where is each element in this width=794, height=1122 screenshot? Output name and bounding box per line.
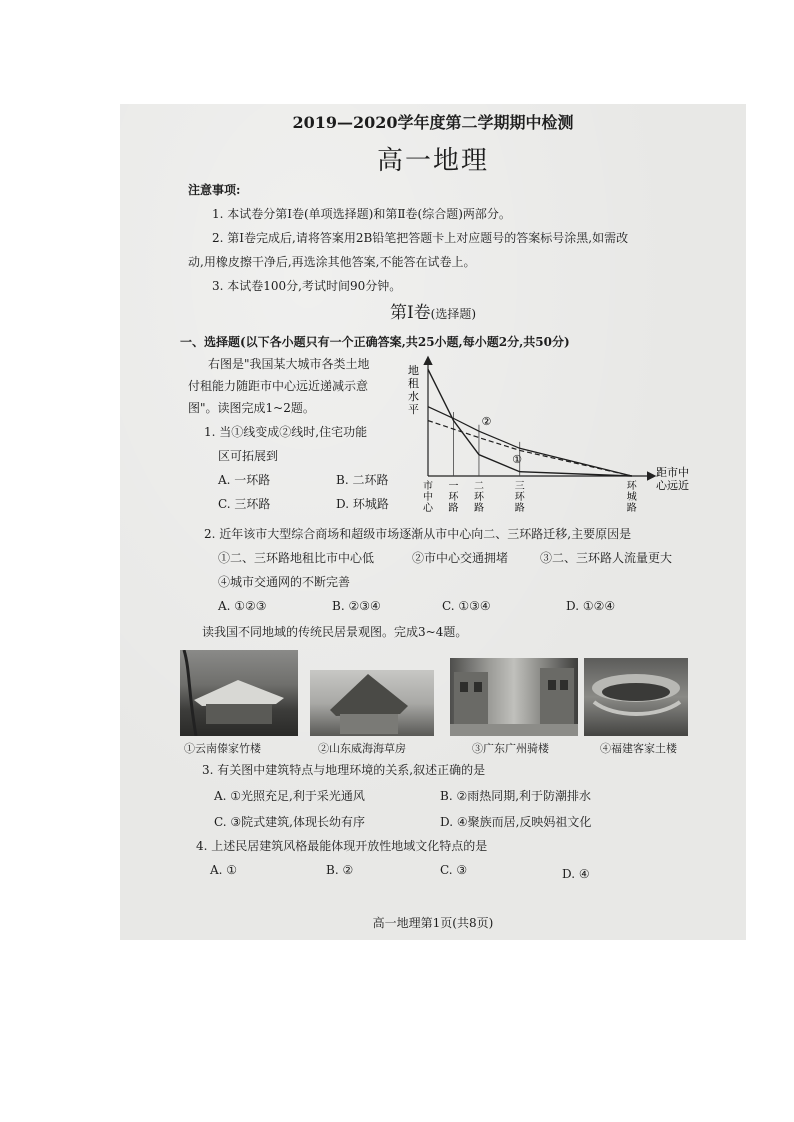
series-line-1 (428, 369, 632, 476)
series-label: ② (481, 414, 492, 428)
q2-reason-3: ③二、三环路人流量更大 (540, 551, 673, 565)
y-label-char: 租 (408, 377, 419, 390)
x-tick-label (474, 481, 485, 514)
q2-option-b: B. ②③④ (332, 599, 381, 613)
land-rent-chart (404, 352, 700, 520)
note-3: 3. 本试卷100分,考试时间90分钟。 (212, 279, 402, 293)
svg-text:中: 中 (423, 492, 433, 503)
series-line-2 (428, 407, 632, 476)
series-line-3 (428, 421, 632, 476)
photo-arcade-building (450, 658, 578, 736)
x-tick-label (448, 481, 459, 514)
y-label-char: 地 (408, 364, 419, 377)
svg-text:环: 环 (626, 481, 637, 492)
photo-dai-bamboo-house (180, 650, 298, 736)
svg-text:市: 市 (423, 481, 433, 492)
intro12-line2: 付租能力随距市中心远近递减示意 (188, 379, 369, 393)
exam-page (120, 104, 746, 940)
q3-option-a: A. ①光照充足,利于采光通风 (214, 789, 365, 803)
svg-text:三: 三 (514, 481, 525, 492)
q1-stem-1: 1. 当①线变成②线时,住宅功能 (204, 425, 368, 439)
exam-title: 2019—2020学年度第二学期期中检测 (292, 113, 574, 132)
q2-reason-1: ①二、三环路地租比市中心低 (218, 551, 375, 565)
note-2-cont: 动,用橡皮擦干净后,再选涂其他答案,不能答在试卷上。 (188, 255, 476, 269)
photo-earth-building (584, 658, 688, 736)
svg-text:城: 城 (626, 492, 637, 503)
svg-text:环: 环 (514, 492, 525, 503)
svg-text:路: 路 (473, 503, 484, 514)
x-axis-label: 距市中 (656, 466, 689, 479)
caption-4: ④福建客家土楼 (600, 742, 677, 755)
q3-option-c: C. ③院式建筑,体现长幼有序 (214, 815, 365, 829)
note-1: 1. 本试卷分第Ⅰ卷(单项选择题)和第Ⅱ卷(综合题)两部分。 (212, 207, 511, 221)
svg-text:路: 路 (514, 503, 525, 514)
section-name: 第Ⅰ卷 (389, 303, 431, 323)
note-2: 2. 第Ⅰ卷完成后,请将答案用2B铅笔把答题卡上对应题号的答案标号涂黑,如需改 (212, 231, 629, 245)
q4-option-c: C. ③ (440, 863, 468, 877)
y-label-char: 水 (408, 390, 419, 403)
svg-text:环: 环 (473, 492, 484, 503)
q2-reason-4: ④城市交通网的不断完善 (218, 575, 351, 589)
q3-stem: 3. 有关图中建筑特点与地理环境的关系,叙述正确的是 (202, 763, 486, 777)
q1-option-d: D. 环城路 (336, 497, 389, 511)
y-label-char: 平 (408, 403, 419, 416)
q4-stem: 4. 上述民居建筑风格最能体现开放性地域文化特点的是 (196, 839, 488, 853)
page-footer: 高一地理第1页(共8页) (372, 916, 494, 930)
q2-reason-2: ②市中心交通拥堵 (412, 551, 509, 565)
photo-seaweed-house (310, 670, 434, 736)
q1-option-c: C. 三环路 (218, 497, 271, 511)
x-tick-label (423, 479, 434, 514)
q4-option-d: D. ④ (562, 867, 590, 881)
section-title (120, 298, 746, 323)
series-label: ① (512, 453, 522, 467)
caption-3: ③广东广州骑楼 (472, 742, 549, 755)
part1-heading: 一、选择题(以下各小题只有一个正确答案,共25小题,每小题2分,共50分) (180, 335, 570, 349)
q2-stem: 2. 近年该市大型综合商场和超级市场逐渐从市中心向二、三环路迁移,主要原因是 (204, 527, 632, 541)
q4-option-b: B. ② (326, 863, 354, 877)
svg-text:心: 心 (423, 503, 433, 514)
x-tick-label (627, 480, 638, 514)
svg-text:环: 环 (448, 492, 459, 503)
intro12-line1: 右图是"我国某大城市各类土地 (208, 357, 370, 371)
q2-option-a: A. ①②③ (218, 599, 267, 613)
q2-option-c: C. ①③④ (442, 599, 491, 613)
svg-text:一: 一 (448, 481, 459, 492)
section-subtitle: (选择题) (430, 307, 477, 321)
caption-2: ②山东威海海草房 (318, 742, 406, 755)
notes-heading: 注意事项: (188, 183, 241, 197)
q3-option-b: B. ②雨热同期,利于防潮排水 (440, 789, 592, 803)
x-axis-label-2: 心远近 (656, 479, 689, 492)
q1-stem-2: 区可拓展到 (218, 449, 279, 463)
svg-text:路: 路 (448, 503, 459, 514)
caption-1: ①云南傣家竹楼 (184, 742, 261, 755)
q4-option-a: A. ① (210, 863, 238, 877)
q3-option-d: D. ④聚族而居,反映妈祖文化 (440, 815, 592, 829)
q2-option-d: D. ①②④ (566, 599, 616, 613)
svg-text:二: 二 (473, 481, 484, 492)
q1-option-b: B. 二环路 (336, 473, 389, 487)
svg-text:路: 路 (626, 503, 637, 514)
intro34: 读我国不同地域的传统民居景观图。完成3~4题。 (202, 625, 468, 639)
y-axis-label (408, 363, 419, 416)
subject-title: 高一地理 (376, 146, 489, 176)
q1-option-a: A. 一环路 (218, 473, 271, 487)
intro12-line3: 图"。读图完成1~2题。 (188, 401, 315, 415)
x-tick-label (515, 480, 526, 514)
